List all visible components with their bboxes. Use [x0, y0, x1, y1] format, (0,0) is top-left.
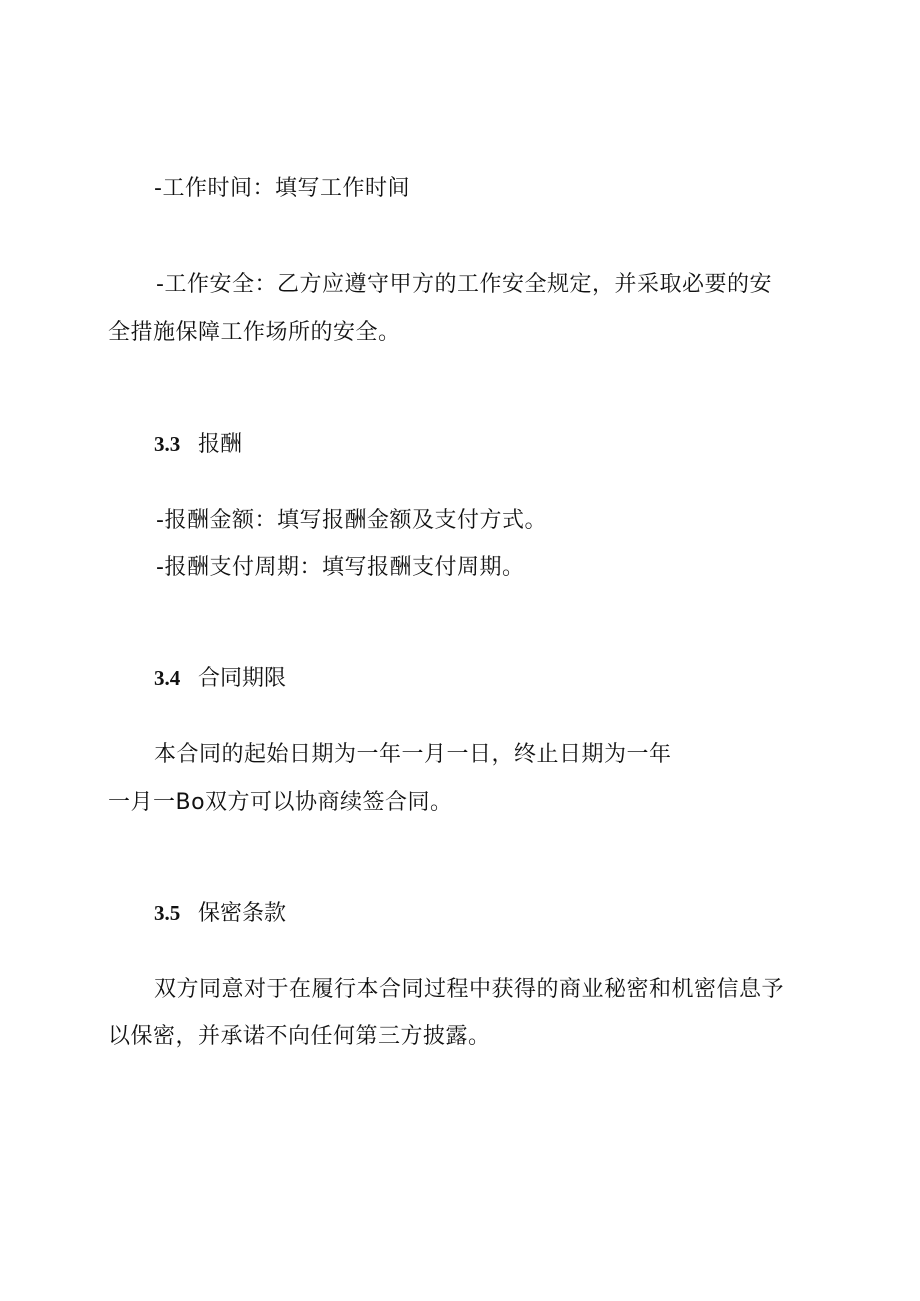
pay-amount-clause: -报酬金额：填写报酬金额及支付方式。: [156, 508, 547, 533]
confidentiality-clause-line-1: 双方同意对于在履行本合同过程中获得的商业秘密和机密信息予: [154, 977, 785, 1002]
section-number: 3.3: [154, 432, 181, 456]
confidentiality-clause-line-2: 以保密，并承诺不向任何第三方披露。: [108, 1024, 491, 1049]
section-number: 3.4: [154, 666, 181, 690]
section-title: 保密条款: [198, 901, 287, 926]
section-number: 3.5: [154, 901, 181, 925]
section-title: 合同期限: [198, 666, 287, 691]
section-title: 报酬: [198, 432, 243, 457]
work-safety-clause-line-1: -工作安全：乙方应遵守甲方的工作安全规定，并采取必要的安: [156, 272, 772, 297]
term-clause-line-2: 一月一Bo双方可以协商续签合同。: [108, 790, 453, 815]
term-clause-line-1: 本合同的起始日期为一年一月一日，终止日期为一年: [154, 742, 672, 767]
work-safety-clause-line-2: 全措施保障工作场所的安全。: [108, 320, 401, 345]
pay-period-clause: -报酬支付周期：填写报酬支付周期。: [156, 555, 525, 580]
section-heading-3-4: [154, 663, 286, 694]
section-heading-3-3: [154, 429, 242, 460]
work-time-clause: -工作时间：填写工作时间: [154, 176, 410, 201]
section-heading-3-5: [154, 898, 286, 929]
